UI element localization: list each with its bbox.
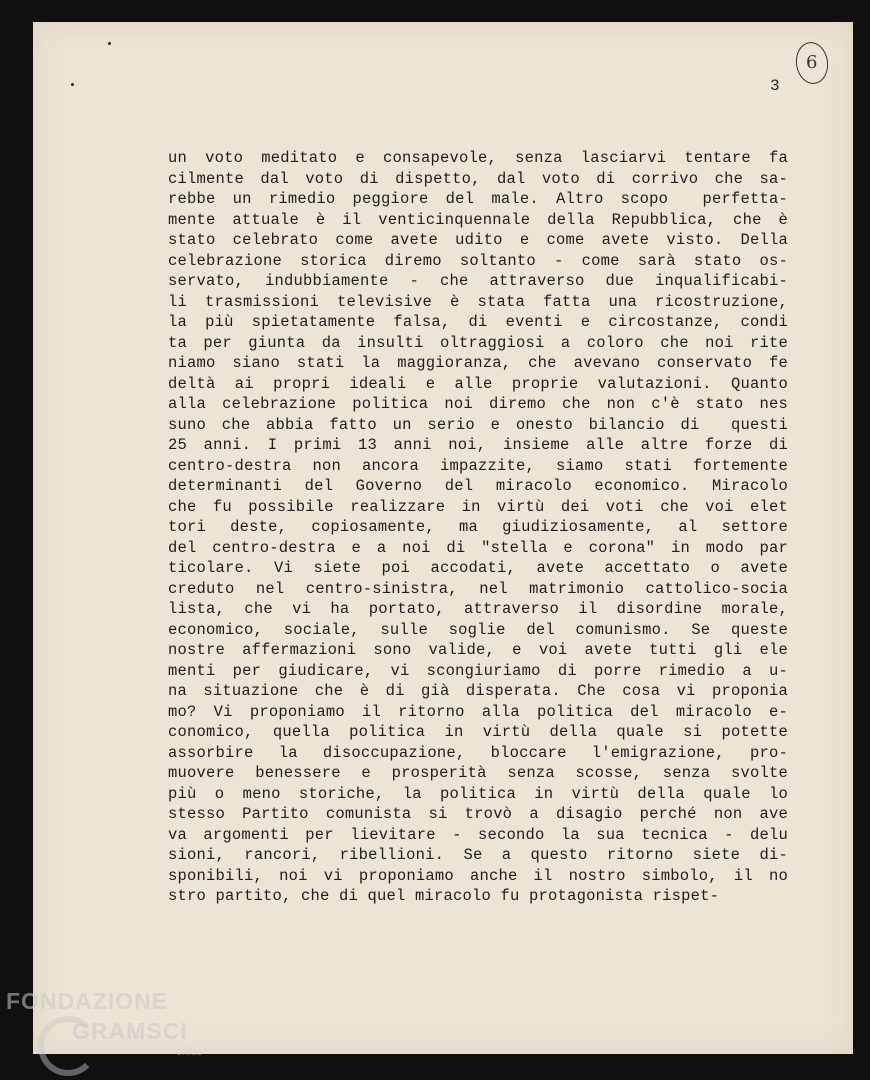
text-line: stro partito, che di quel miracolo fu protagonista rispet- <box>168 887 720 905</box>
text-line: creduto nel centro-sinistra, nel matrimonio cattolico-socia <box>168 579 788 598</box>
text-line: stato celebrato come avete udito e come avete visto. Della <box>168 231 788 249</box>
text-line: niamo siano stati la maggioranza, che avevano conservato fe <box>168 354 788 372</box>
text-line: del centro-destra e a noi di "stella e corona" in modo par <box>168 538 788 557</box>
handwritten-page-number: 6 <box>806 52 818 73</box>
text-line: più o meno storiche, la politica in virtù della quale lo <box>168 784 788 803</box>
text-line: suno che abbia fatto un serio e onesto bilancio di questi <box>168 415 788 434</box>
text-line: va argomenti per lievitare - secondo la sua tecnica - delu <box>168 825 788 844</box>
text-line: mente attuale è il venticinquennale della Repubblica, che è <box>168 210 788 229</box>
text-line: menti per giudicare, vi scongiuriamo di porre rimedio a u- <box>168 661 788 680</box>
watermark-g-mark <box>38 1016 98 1076</box>
text-line: 25 anni. I primi 13 anni noi, insieme alle altre forze di <box>168 436 788 454</box>
text-line: li trasmissioni televisive è stata fatta una ricostruzione, <box>168 292 788 311</box>
text-line: ticolare. Vi siete poi accodati, avete accettato o avete <box>168 559 788 577</box>
text-line: deltà ai propri ideali e alle proprie valutazioni. Quanto <box>168 374 788 393</box>
text-line: sponibili, noi vi proponiamo anche il nostro simbolo, il no <box>168 866 788 885</box>
text-line: sioni, rancori, ribellioni. Se a questo ritorno siete di- <box>168 846 788 864</box>
text-line: ta per giunta da insulti oltraggiosi a coloro che noi rite <box>168 333 788 352</box>
text-line: cilmente dal voto di dispetto, dal voto di corrivo che sa- <box>168 169 788 188</box>
text-line: determinanti del Governo del miracolo economico. Miracolo <box>168 477 788 495</box>
text-line: assorbire la disoccupazione, bloccare l'emigrazione, pro- <box>168 743 788 762</box>
page-number: 3 <box>770 77 780 95</box>
text-line: alla celebrazione politica noi diremo che non c'è stato nes <box>168 395 788 413</box>
text-line: conomico, quella politica in virtù della quale si potette <box>168 723 788 741</box>
watermark-line1: FONDAZIONE <box>6 988 169 1014</box>
typed-body-text <box>168 148 788 907</box>
text-line: stesso Partito comunista si trovò a disagio perché non ave <box>168 805 788 823</box>
ink-speck <box>108 42 111 45</box>
text-line: la più spietatamente falsa, di eventi e circostanze, condi <box>168 313 788 331</box>
text-line: economico, sociale, sulle soglie del comunismo. Se queste <box>168 620 788 639</box>
ink-speck <box>71 83 74 86</box>
text-line: mo? Vi proponiamo il ritorno alla politica del miracolo e- <box>168 702 788 721</box>
text-line: servato, indubbiamente - che attraverso due inqualificabi- <box>168 272 788 290</box>
text-line: un voto meditato e consapevole, senza lasciarvi tentare fa <box>168 149 788 167</box>
watermark-line2: GRAMSCI <box>72 1018 188 1044</box>
text-line: na situazione che è di già disperata. Che cosa vi proponia <box>168 682 788 700</box>
watermark-sub: onlus <box>176 1046 203 1058</box>
text-line: che fu possibile realizzare in virtù dei voti che voi elet <box>168 497 788 516</box>
text-line: muovere benessere e prosperità senza scosse, senza svolte <box>168 764 788 782</box>
text-line: celebrazione storica diremo soltanto - come sarà stato os- <box>168 251 788 270</box>
text-line: nostre affermazioni sono valide, e voi avete tutti gli ele <box>168 641 788 659</box>
text-line: rebbe un rimedio peggiore del male. Altro scopo perfetta- <box>168 190 788 208</box>
text-line: lista, che vi ha portato, attraverso il disordine morale, <box>168 600 788 618</box>
text-line: tori deste, copiosamente, ma giudiziosamente, al settore <box>168 518 788 536</box>
text-line: centro-destra non ancora impazzite, siamo stati fortemente <box>168 456 788 475</box>
